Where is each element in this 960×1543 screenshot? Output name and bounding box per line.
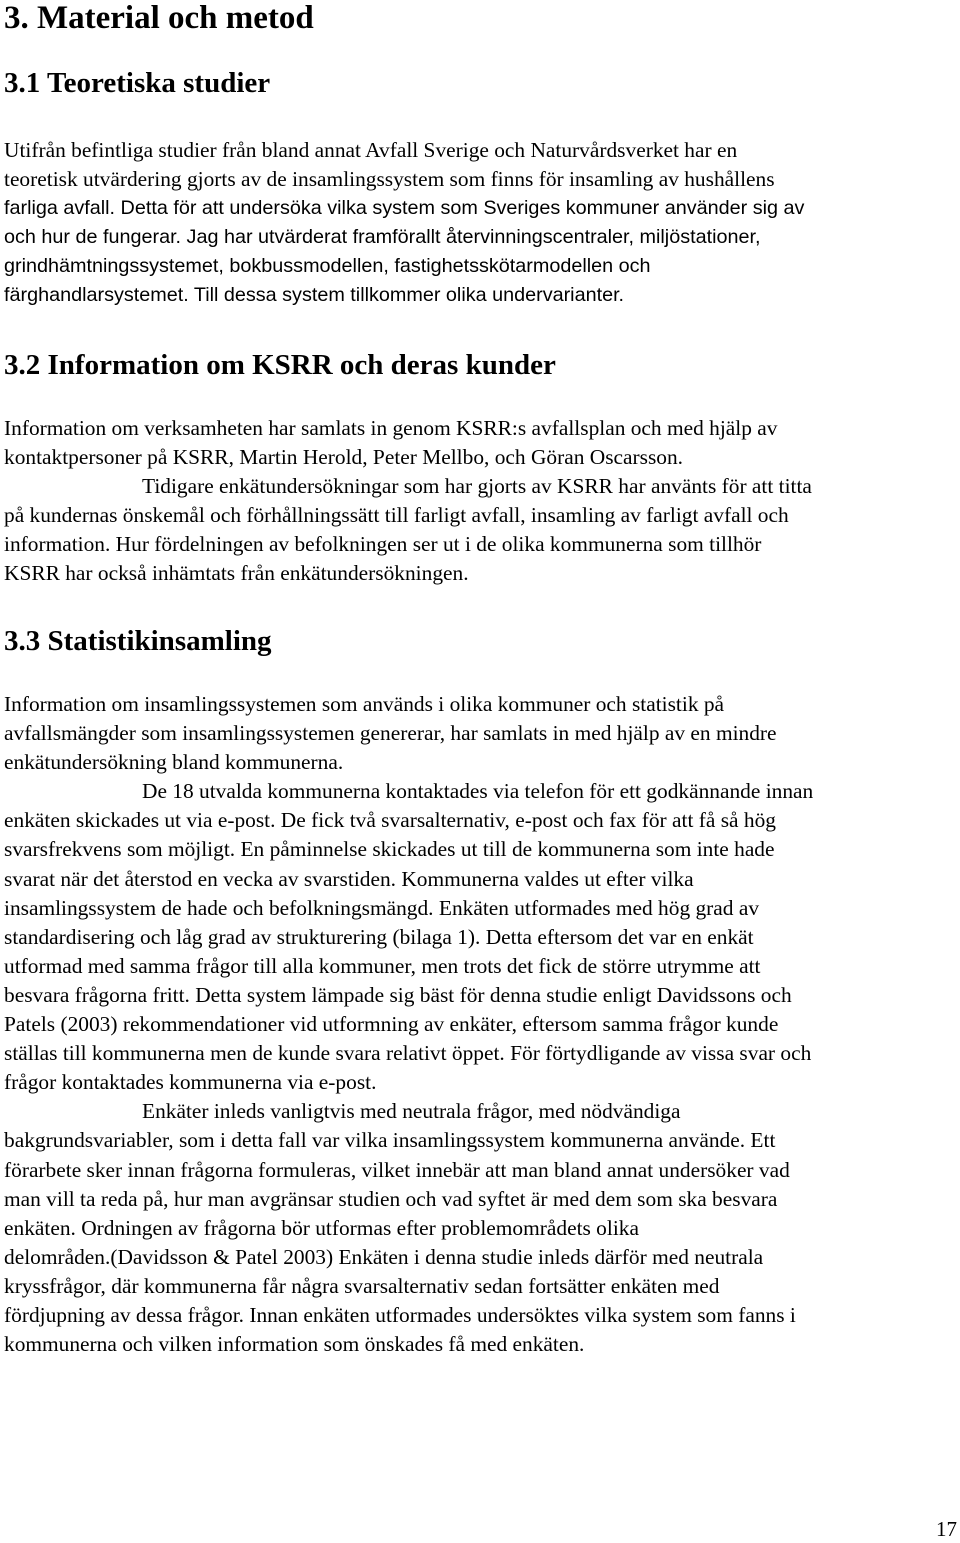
section-3-1-heading: 3.1 Teoretiska studier bbox=[4, 67, 271, 99]
text-line: ställas till kommunerna men de kunde svara relativt öppet. För förtydligande av vissa svar och bbox=[4, 1041, 812, 1066]
section-3-3-paragraph bbox=[4, 690, 813, 1359]
text-line: Information om insamlingssystemen som används i olika kommuner och statistik på bbox=[4, 692, 725, 716]
text-line: kommunerna och vilken information som önskades få med enkäten. bbox=[4, 1332, 585, 1357]
section-3-1-paragraph-continued bbox=[4, 194, 804, 310]
text-line: färghandlarsystemet. Till dessa system tillkommer olika undervarianter. bbox=[4, 284, 625, 307]
text-line: Patels (2003) rekommendationer vid utformning av enkäter, eftersom samma frågor kunde bbox=[4, 1012, 779, 1037]
text-line: enkäten skickades ut via e-post. De fick två svarsalternativ, e-post och fax för att få så hög bbox=[4, 808, 776, 833]
text-line: och hur de fungerar. Jag har utvärderat framförallt återvinningscentraler, miljöstationer, bbox=[4, 226, 761, 249]
section-3-2-paragraph bbox=[4, 414, 812, 589]
section-3-1-paragraph bbox=[4, 136, 775, 194]
text-line: frågor kontaktades kommunerna via e-post. bbox=[4, 1070, 377, 1095]
text-line: grindhämtningssystemet, bokbussmodellen, fastighetsskötarmodellen och bbox=[4, 255, 651, 278]
text-line: svarat när det återstod en vecka av svarstiden. Kommunerna valdes ut efter vilka bbox=[4, 866, 694, 891]
text-line: Enkäter inleds vanligtvis med neutrala frågor, med nödvändiga bbox=[142, 1099, 681, 1124]
text-line: utformad med samma frågor till alla kommuner, men trots det fick de större utrymme att bbox=[4, 953, 761, 978]
text-line: kontaktpersoner på KSRR, Martin Herold, Peter Mellbo, och Göran Oscarsson. bbox=[4, 445, 684, 470]
text-line: farliga avfall. Detta för att undersöka vilka system som Sveriges kommuner använder sig av bbox=[4, 197, 805, 219]
text-line: Information om verksamheten har samlats in genom KSRR:s avfallsplan och med hjälp av bbox=[4, 416, 778, 440]
page-number: 17 bbox=[936, 1517, 957, 1541]
text-line: Tidigare enkätundersökningar som har gjorts av KSRR har använts för att titta bbox=[142, 474, 812, 499]
text-line: Utifrån befintliga studier från bland annat Avfall Sverige och Naturvårdsverket har en bbox=[4, 138, 738, 162]
text-line: kryssfrågor, där kommunerna får några svarsalternativ sedan fortsätter enkäten med bbox=[4, 1273, 720, 1298]
chapter-heading: 3. Material och metod bbox=[4, 0, 314, 36]
text-line: bakgrundsvariabler, som i detta fall var vilka insamlingssystem kommunerna använde. Ett bbox=[4, 1128, 776, 1153]
text-line: insamlingssystem de hade och befolkningsmängd. Enkäten utformades med hög grad av bbox=[4, 895, 760, 920]
text-line: enkätundersökning bland kommunerna. bbox=[4, 750, 344, 775]
text-line: förarbete sker innan frågorna formuleras, vilket innebär att man bland annat undersöker vad bbox=[4, 1157, 790, 1182]
text-line: svarsfrekvens som möjligt. En påminnelse skickades ut till de kommunerna som inte hade bbox=[4, 837, 775, 862]
text-line: information. Hur fördelningen av befolkningen ser ut i de olika kommunerna som tillhör bbox=[4, 532, 762, 557]
text-line: man vill ta reda på, hur man avgränsar studien och vad syftet är med dem som ska besvara bbox=[4, 1186, 778, 1211]
section-3-3-heading: 3.3 Statistikinsamling bbox=[4, 625, 272, 657]
text-line: avfallsmängder som insamlingssystemen genererar, har samlats in med hjälp av en mindre bbox=[4, 721, 777, 746]
text-line: fördjupning av dessa frågor. Innan enkäten utformades undersöktes vilka system som fanns i bbox=[4, 1302, 796, 1327]
text-line: enkäten. Ordningen av frågorna bör utformas efter problemområdets olika bbox=[4, 1215, 639, 1240]
section-3-2-heading: 3.2 Information om KSRR och deras kunder bbox=[4, 349, 556, 381]
text-line: KSRR har också inhämtats från enkätundersökningen. bbox=[4, 561, 469, 586]
text-line: standardisering och låg grad av strukturering (bilaga 1). Detta eftersom det var en enkät bbox=[4, 924, 754, 949]
text-line: delområden.(Davidsson & Patel 2003) Enkäten i denna studie inleds därför med neutrala bbox=[4, 1244, 764, 1269]
text-line: De 18 utvalda kommunerna kontaktades via telefon för ett godkännande innan bbox=[142, 779, 814, 804]
text-line: besvara frågorna fritt. Detta system lämpade sig bäst för denna studie enligt Davidssons och bbox=[4, 982, 792, 1007]
text-line: på kundernas önskemål och förhållningssätt till farligt avfall, insamling av farligt avfall och bbox=[4, 503, 789, 528]
text-line: teoretisk utvärdering gjorts av de insamlingssystem som finns för insamling av hushållens bbox=[4, 167, 775, 192]
